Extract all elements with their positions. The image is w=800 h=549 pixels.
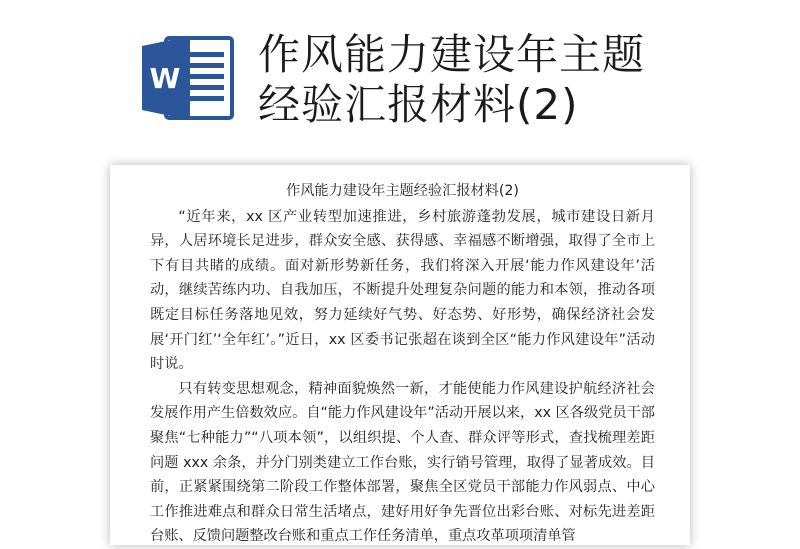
word-icon-letter: W	[149, 62, 181, 95]
document-title: 作风能力建设年主题经验汇报材料(2)	[286, 183, 519, 199]
header	[0, 0, 800, 160]
document-body	[150, 179, 655, 549]
page-title-line-2: 经验汇报材料(2)	[258, 80, 579, 129]
page-title	[258, 30, 778, 130]
document-paragraph-1: “近年来，xx 区产业转型加速推进，乡村旅游蓬勃发展，城市建设日新月异，人居环境长足进步，群众安全感、获得感、幸福感不断增强，取得了全市上下有目共睹的成绩。面对新形势新任务，我们将深入开展‘能力作风建设年’活动，继续苦练内功、自我加压，不断提升处理复杂问题的能力和本领，推动各项既定目标任务落地见效，努力延续好气势、好态势、好形势，确保经济社会发展‘开门红’‘全年红’。”近日，xx 区委书记张超在谈到全区“能力作风建设年”活动时说。	[150, 208, 655, 373]
document-paragraph-2: 只有转变思想观念，精神面貌焕然一新，才能使能力作风建设护航经济社会发展作用产生倍数效应。自“能力作风建设年”活动开展以来，xx 区各级党员干部聚焦“七种能力”“八项本领”，以组织提、个人查、群众评等形式，查找梳理差距问题 xxx 余条，并分门别类建立工作台账，实行销号管理，取得了显著成效。目前，正紧紧围绕第二阶段工作整体部署，聚焦全区党员干部能力作风弱点、中心工作推进难点和群众日常生活堵点，建好用好争先晋位出彩台账、对标先进差距台账、反馈问题整改台账和重点工作任务清单，重点攻革项项清单管	[150, 380, 655, 545]
document-page	[110, 165, 690, 545]
page-title-line-1: 作风能力建设年主题	[258, 30, 646, 79]
word-document-icon	[140, 32, 236, 124]
